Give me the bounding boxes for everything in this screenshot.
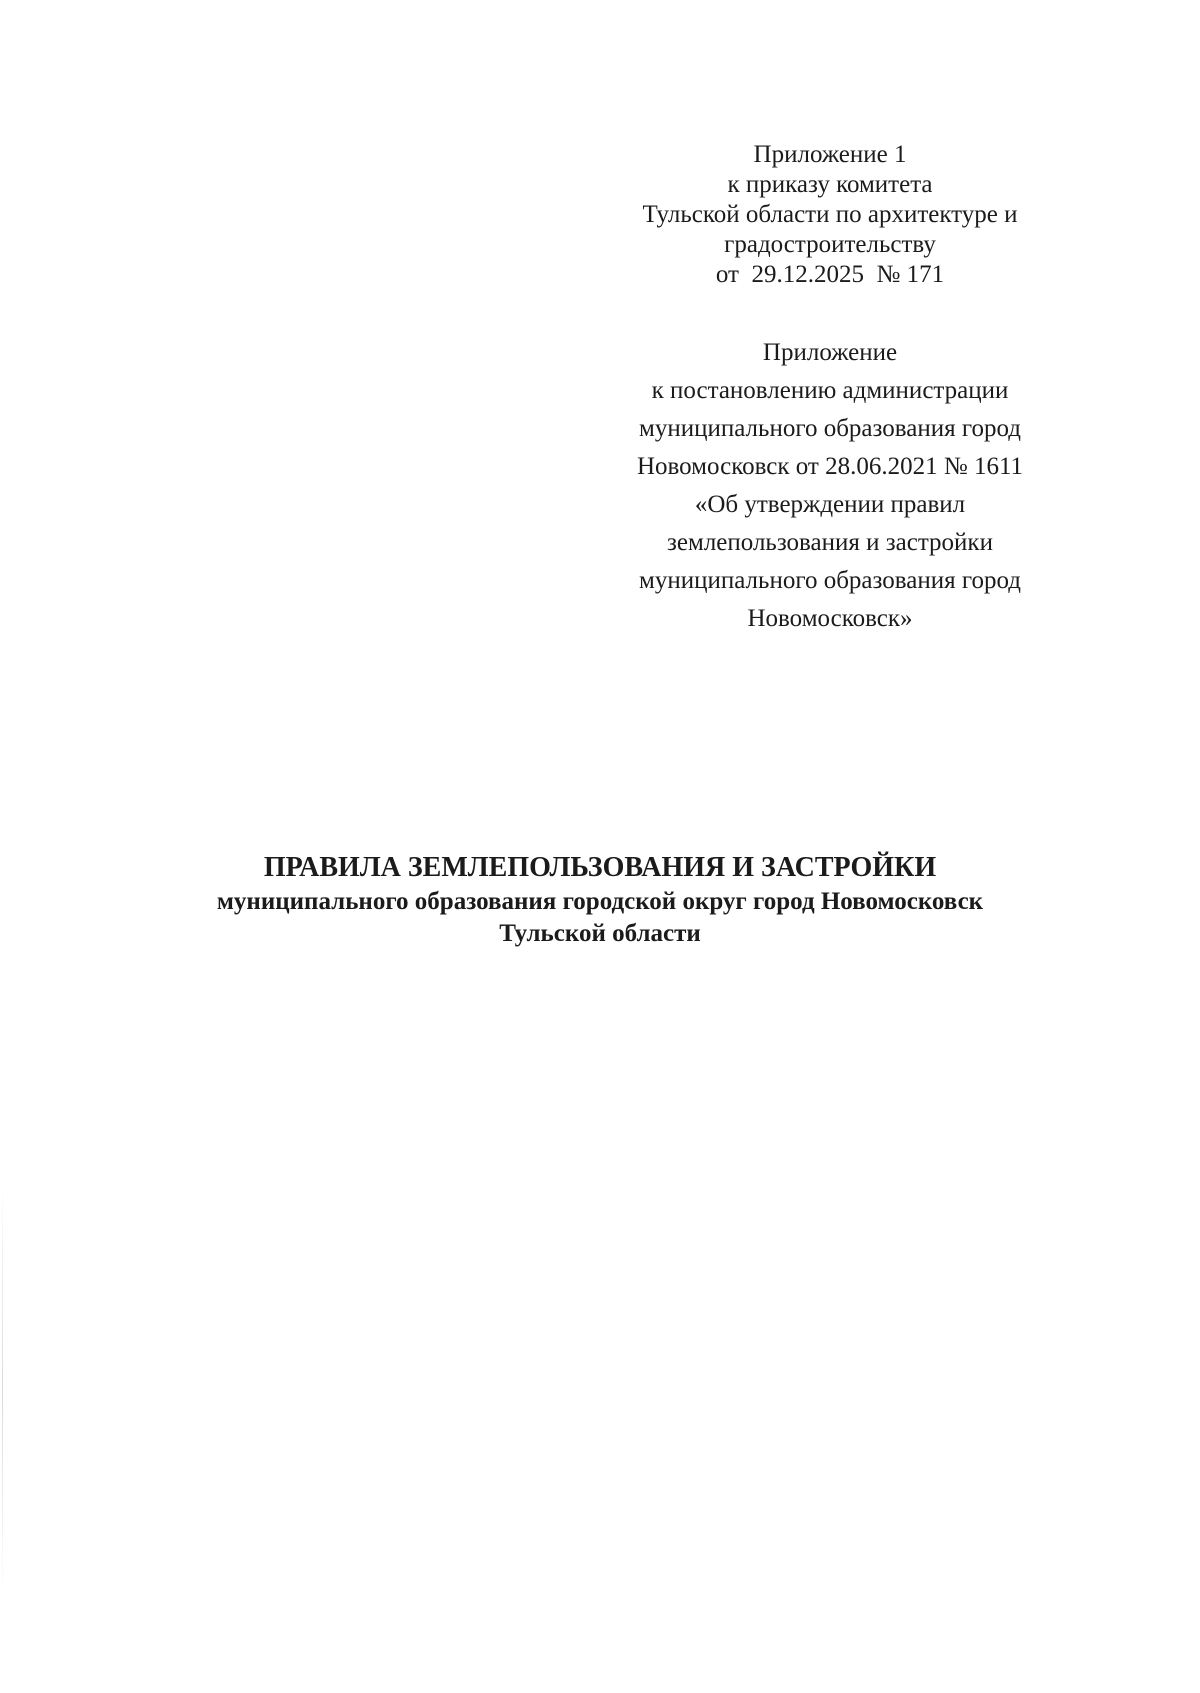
appendix-2-line: землепользования и застройки [667, 529, 993, 556]
document-subtitle-line: муниципального образования городской округ город Новомосковск [216, 888, 984, 915]
appendix-1-block [605, 140, 1055, 290]
appendix-2-line: к постановлению администрации [651, 377, 1009, 404]
appendix-2-line: муниципального образования город [639, 415, 1021, 442]
document-title: ПРАВИЛА ЗЕМЛЕПОЛЬЗОВАНИЯ И ЗАСТРОЙКИ [263, 852, 937, 883]
scan-artifact [2, 1180, 3, 1600]
appendix-2-line: Новомосковск» [747, 605, 913, 632]
appendix-2-block [605, 334, 1055, 638]
document-title-block [100, 850, 1100, 950]
appendix-1-title: Приложение 1 [753, 141, 907, 168]
appendix-1-order-date-number: от 29.12.2025 № 171 [715, 261, 945, 288]
appendix-2-title: Приложение [762, 339, 898, 366]
document-subtitle-line: Тульской области [499, 920, 701, 947]
appendix-1-line: градостроительству [724, 231, 936, 258]
appendix-1-line: Тульской области по архитектуре и [642, 201, 1018, 228]
appendix-1-line: к приказу комитета [727, 171, 933, 198]
appendix-2-line: муниципального образования город [639, 567, 1021, 594]
appendix-2-line: «Об утверждении правил [694, 491, 966, 518]
appendix-2-resolution-date-number: Новомосковск от 28.06.2021 № 1611 [636, 453, 1024, 480]
